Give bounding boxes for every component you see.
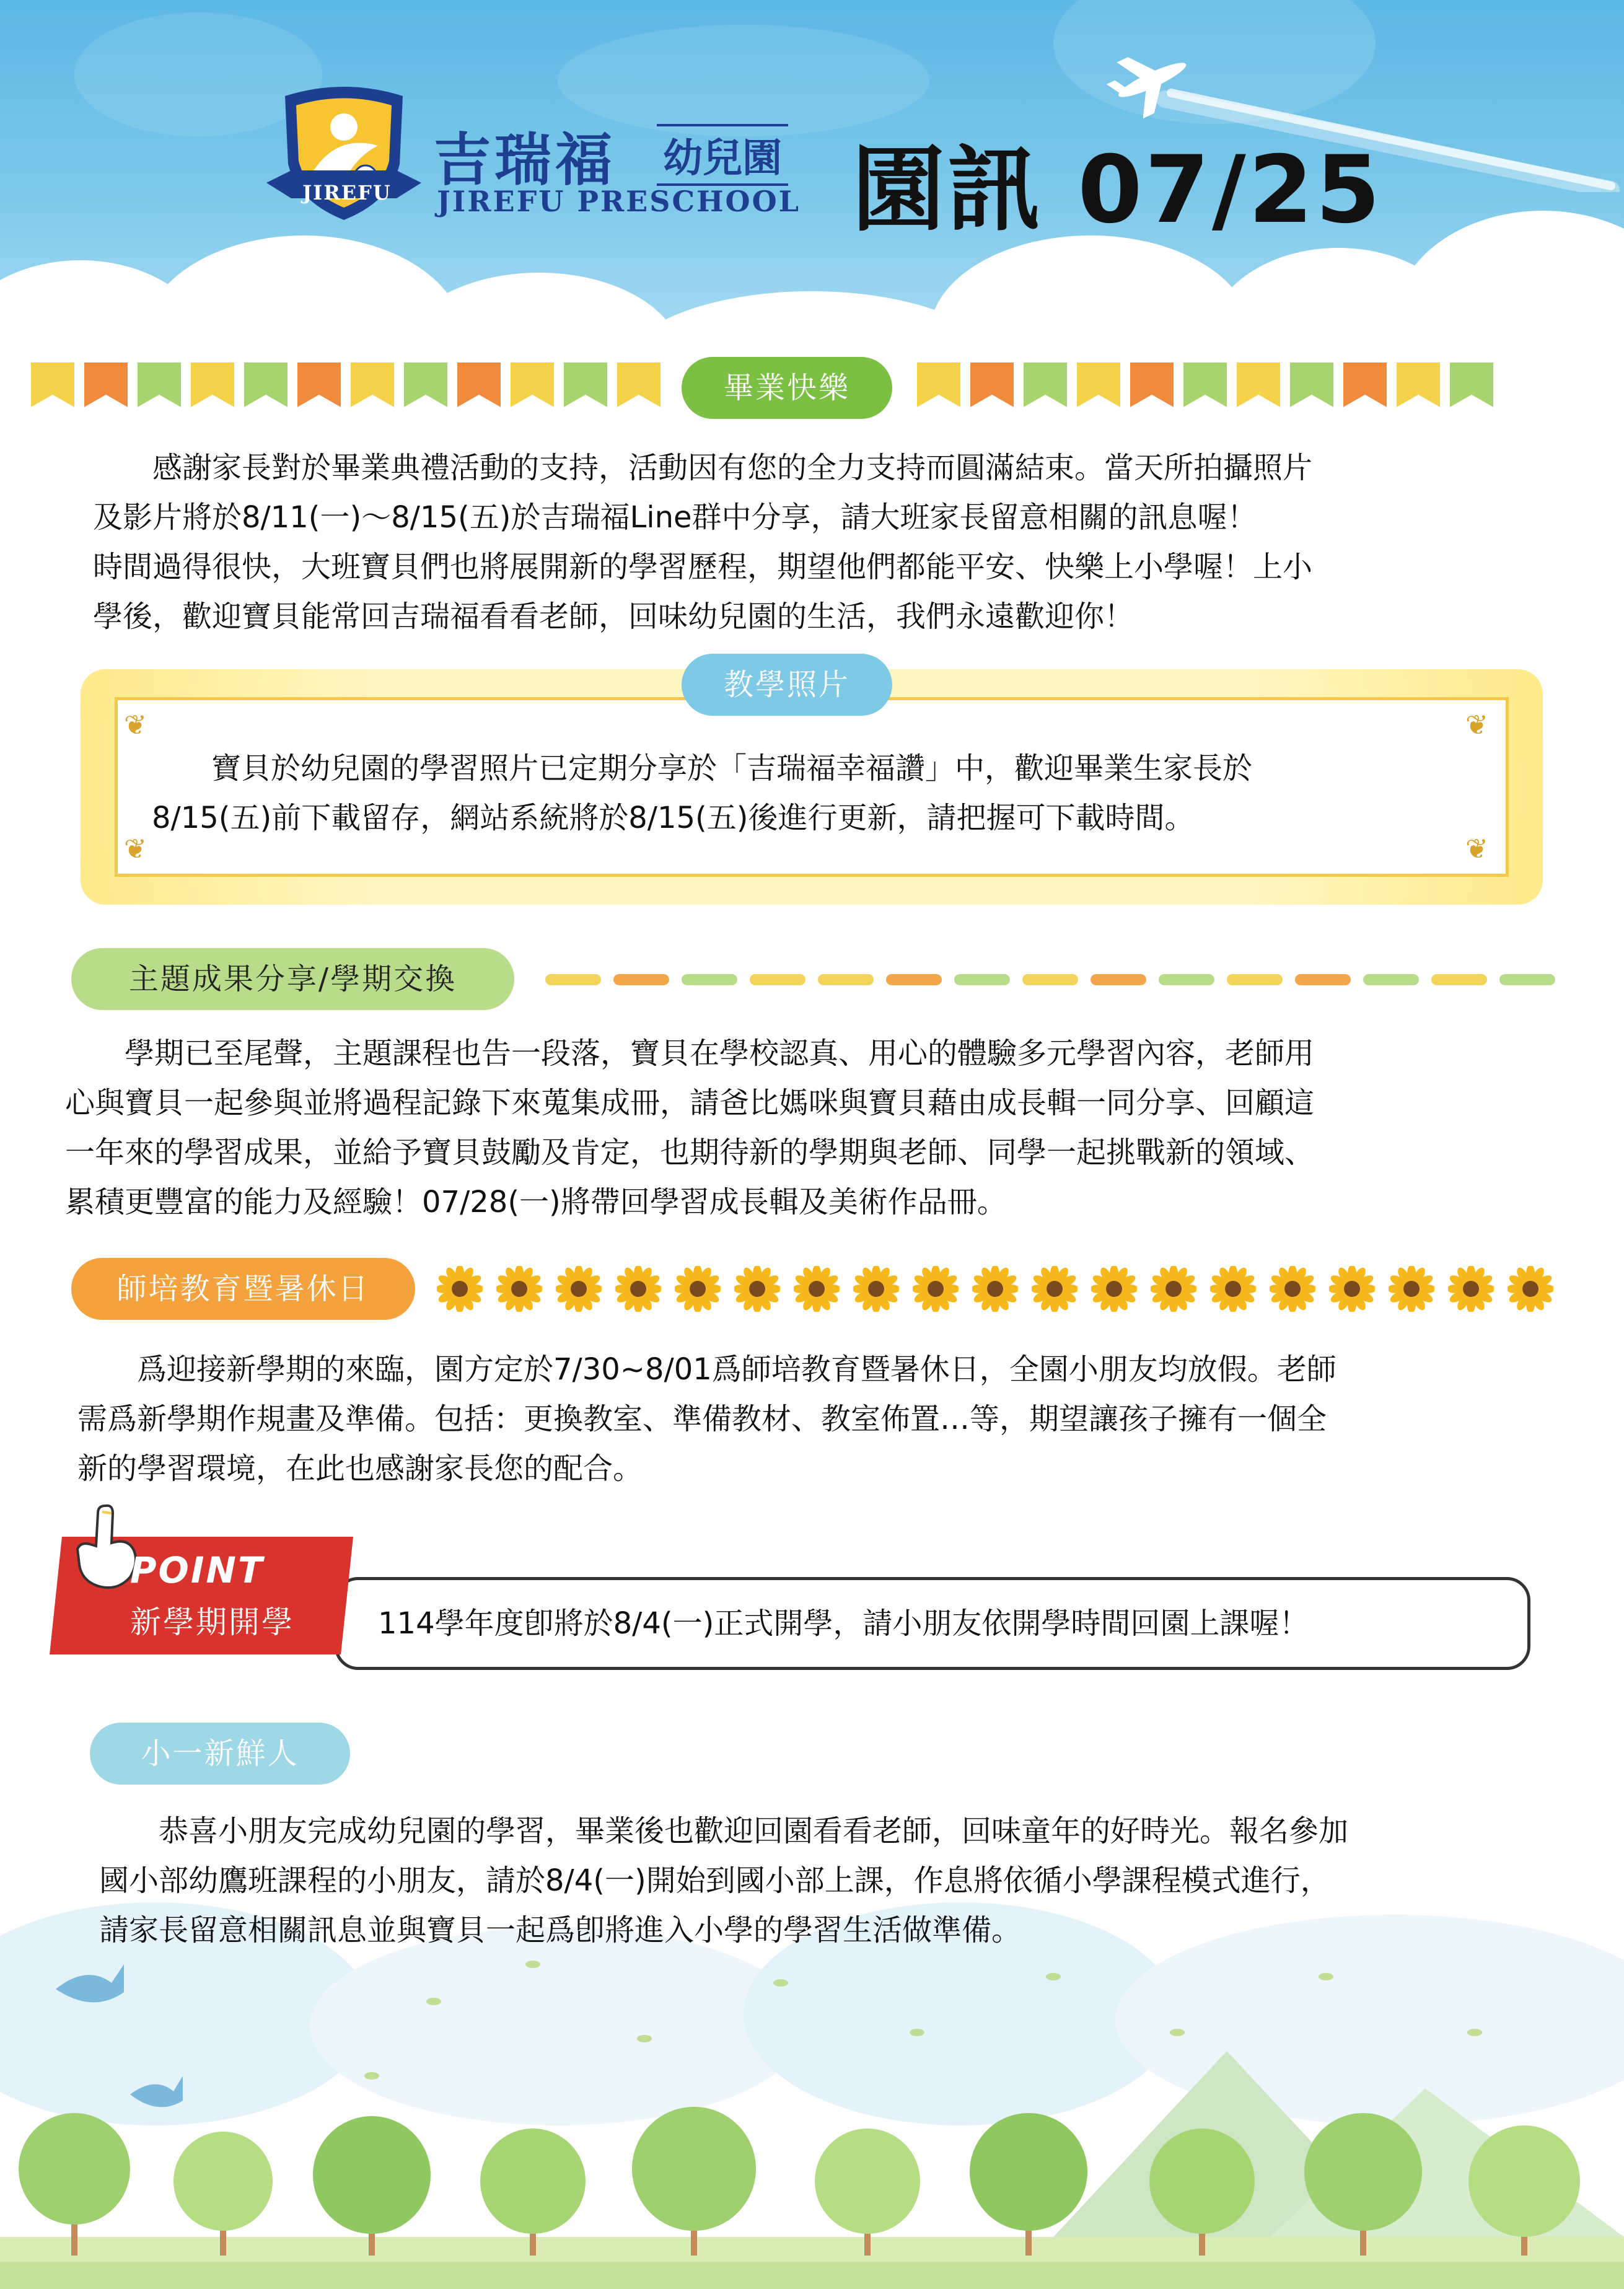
section-heading-freshman: 小一新鮮人 bbox=[90, 1723, 350, 1785]
sunflower-icon bbox=[913, 1266, 959, 1312]
frame-corner-ornament-icon: ❦ bbox=[124, 710, 147, 741]
freshman-line-3: 請家長留意相關訊息並與寶貝一起爲卽將進入小學的學習生活做準備。 bbox=[99, 1913, 1022, 1948]
point-tag-label: 新學期開學 bbox=[130, 1604, 294, 1640]
holiday-line-1: 爲迎接新學期的來臨，園方定於7/30~8/01爲師培教育暨暑休日，全園小朋友均放假。老師 bbox=[77, 1352, 1337, 1387]
frame-corner-ornament-icon: ❦ bbox=[1465, 833, 1488, 865]
section-heading-holiday: 師培教育暨暑休日 bbox=[71, 1258, 415, 1320]
sunflower-icon bbox=[1448, 1266, 1494, 1312]
school-type-tag: 幼兒園 bbox=[657, 124, 788, 186]
sunflower-icon bbox=[1329, 1266, 1375, 1312]
photos-line-2: 8/15(五)前下載留存，網站系統將於8/15(五)後進行更新，請把握可下載時間。 bbox=[152, 801, 1195, 835]
sunflower-icon bbox=[675, 1266, 721, 1312]
logo-badge-text: JIREFU bbox=[302, 181, 392, 204]
frame-corner-ornament-icon: ❦ bbox=[124, 833, 147, 865]
sunflower-icon bbox=[1091, 1266, 1137, 1312]
graduation-line-4: 學後，歡迎寶貝能常回吉瑞福看看老師，回味幼兒園的生活，我們永遠歡迎你！ bbox=[93, 599, 1135, 634]
photos-text bbox=[152, 744, 1252, 843]
graduation-text bbox=[93, 443, 1312, 641]
sunflower-icon bbox=[972, 1266, 1018, 1312]
graduation-line-1: 感謝家長對於畢業典禮活動的支持，活動因有您的全力支持而圓滿結束。當天所拍攝照片 bbox=[93, 450, 1313, 485]
sunflower-icon bbox=[437, 1266, 483, 1312]
point-tag-word: POINT bbox=[130, 1549, 265, 1591]
section-heading-graduation: 畢業快樂 bbox=[682, 357, 892, 419]
bird-icon bbox=[56, 1964, 183, 2107]
sunflower-icon bbox=[1032, 1266, 1078, 1312]
sunflower-icon bbox=[496, 1266, 542, 1312]
section-heading-photos: 教學照片 bbox=[682, 654, 892, 716]
holiday-line-2: 需爲新學期作規畫及準備。包括：更換教室、準備教材、教室佈置…等，期望讓孩子擁有一個全 bbox=[77, 1402, 1327, 1436]
point-message-text: 114學年度卽將於8/4(一)正式開學，請小朋友依開學時間回園上課喔！ bbox=[378, 1606, 1309, 1641]
freshman-text bbox=[99, 1806, 1348, 1955]
newsletter-title: 園訊 07/25 bbox=[852, 136, 1383, 244]
freshman-line-2: 國小部幼鷹班課程的小朋友，請於8/4(一)開始到國小部上課，作息將依循小學課程模式進行， bbox=[99, 1863, 1330, 1898]
sunflower-icon bbox=[1210, 1266, 1256, 1312]
frame-corner-ornament-icon: ❦ bbox=[1465, 710, 1488, 741]
graduation-line-3: 時間過得很快，大班寶貝們也將展開新的學習歷程，期望他們都能平安、快樂上小學喔！上小 bbox=[93, 550, 1313, 584]
sunflower-icon bbox=[556, 1266, 602, 1312]
theme-text bbox=[65, 1029, 1314, 1227]
sunflower-icon bbox=[615, 1266, 661, 1312]
sunflower-icon bbox=[1389, 1266, 1434, 1312]
school-name-english: JIREFU PRESCHOOL bbox=[437, 185, 801, 218]
logo-shield-icon bbox=[266, 84, 421, 226]
theme-line-2: 心與寶貝一起參與並將過程記錄下來蒐集成冊，請爸比媽咪與寶貝藉由成長輯一同分享、回顧這 bbox=[65, 1086, 1315, 1120]
theme-line-3: 一年來的學習成果，並給予寶貝鼓勵及肯定，也期待新的學期與老師、同學一起挑戰新的領域、 bbox=[65, 1135, 1315, 1170]
sunflower-icon bbox=[1270, 1266, 1315, 1312]
sunflower-icon bbox=[853, 1266, 899, 1312]
sunflower-row bbox=[437, 1266, 1553, 1312]
graduation-line-2: 及影片將於8/11(一)～8/15(五)於吉瑞福Line群中分享，請大班家長留意相關的訊息喔！ bbox=[93, 500, 1257, 535]
holiday-line-3: 新的學習環境，在此也感謝家長您的配合。 bbox=[77, 1451, 643, 1486]
holiday-text bbox=[77, 1345, 1337, 1493]
photos-line-1: 寶貝於幼兒園的學習照片已定期分享於「吉瑞福幸福讚」中，歡迎畢業生家長於 bbox=[152, 751, 1253, 786]
sunflower-icon bbox=[794, 1266, 840, 1312]
bunting-right bbox=[917, 362, 1493, 407]
school-name-chinese: 吉瑞福 bbox=[434, 126, 617, 193]
bunting-left bbox=[31, 362, 661, 407]
sunflower-icon bbox=[734, 1266, 780, 1312]
sunflower-icon bbox=[1151, 1266, 1196, 1312]
freshman-line-1: 恭喜小朋友完成幼兒園的學習，畢業後也歡迎回園看看老師，回味童年的好時光。報名參加 bbox=[99, 1814, 1349, 1848]
section-heading-theme: 主題成果分享/學期交換 bbox=[71, 948, 514, 1010]
theme-line-1: 學期已至尾聲，主題課程也告一段落，寶貝在學校認真、用心的體驗多元學習內容，老師用 bbox=[65, 1036, 1315, 1071]
sunflower-icon bbox=[1508, 1266, 1553, 1312]
theme-line-4: 累積更豐富的能力及經驗！07/28(一)將帶回學習成長輯及美術作品冊。 bbox=[65, 1185, 1007, 1219]
dashed-divider bbox=[545, 974, 1555, 985]
